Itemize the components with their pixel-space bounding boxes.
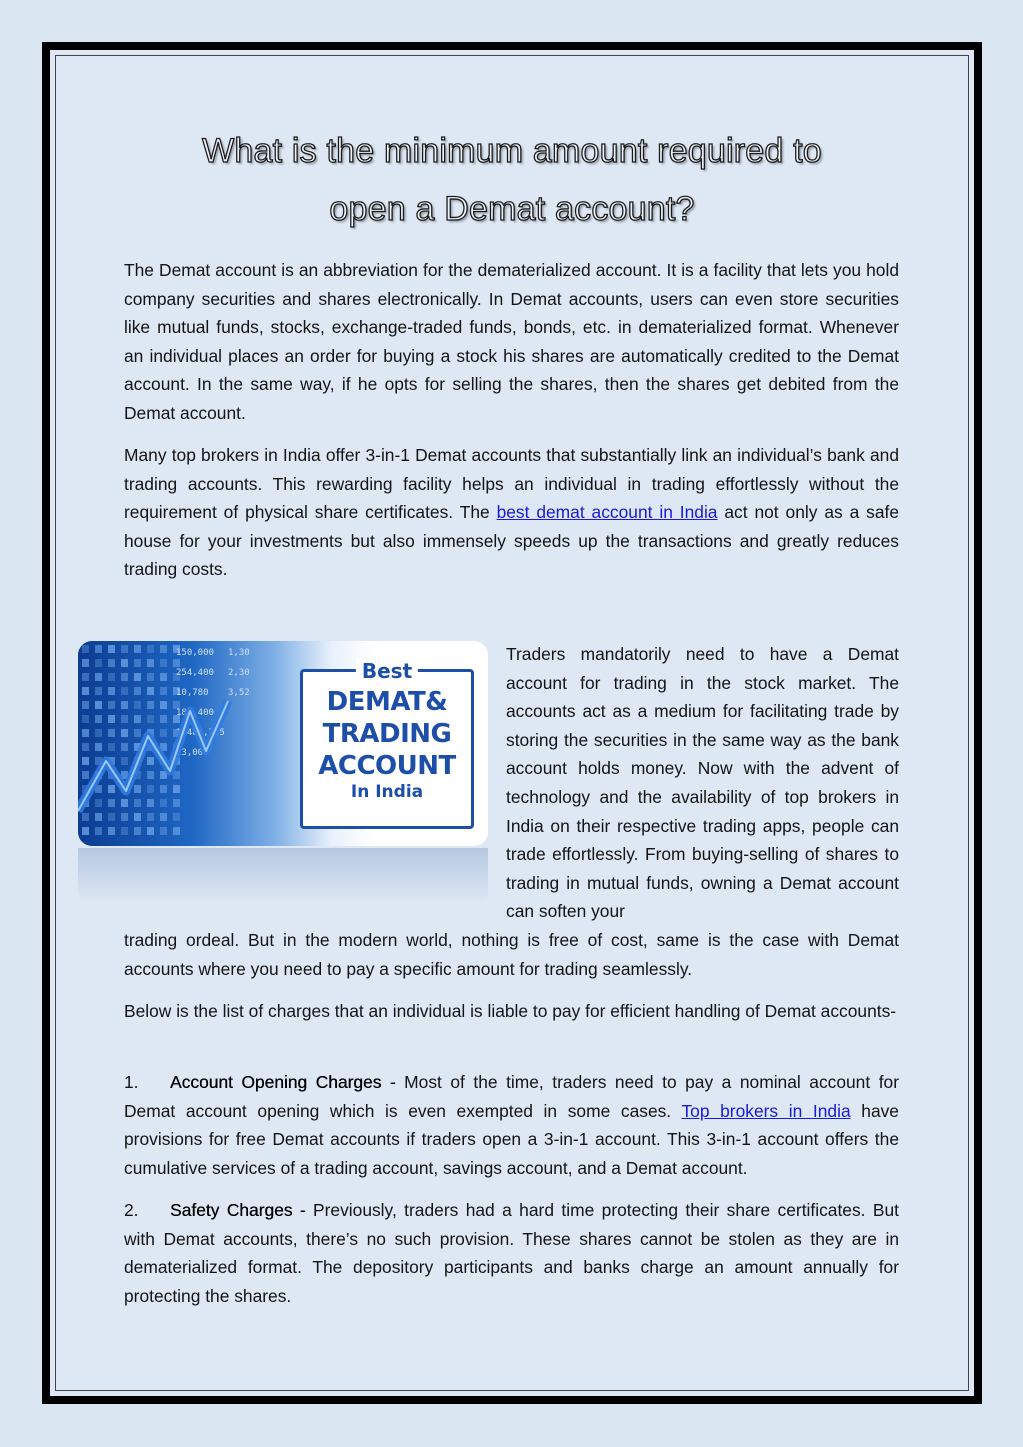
ticker-cell (108, 715, 115, 723)
ticker-cell (108, 673, 115, 681)
ticker-cell (121, 673, 128, 681)
ticker-cell (147, 673, 154, 681)
ticker-value: 10,780 (176, 688, 209, 698)
ticker-cell (95, 813, 102, 821)
ticker-cell (121, 701, 128, 709)
ticker-cell (173, 659, 180, 667)
ticker-cell (82, 827, 89, 835)
list-text: Previously, traders had a hard time protecting their share certificates. But with Demat accounts, there’s no such provision. These shares cannot be stolen as they are in dematerialized format. The depository participants and banks charge an amount annually for protecting the shares. (124, 1200, 899, 1306)
ticker-cell (160, 687, 167, 695)
ticker-cell (82, 687, 89, 695)
brokers-paragraph (124, 441, 899, 584)
ticker-cell (108, 743, 115, 751)
ticker-cell (108, 687, 115, 695)
ticker-cell (82, 645, 89, 653)
badge-best-label: Best (356, 659, 418, 683)
ticker-cell (160, 827, 167, 835)
ticker-cell (82, 743, 89, 751)
ticker-cell (82, 715, 89, 723)
ticker-cell (147, 827, 154, 835)
ticker-cell (147, 659, 154, 667)
ticker-cell (121, 813, 128, 821)
ticker-cell (82, 757, 89, 765)
ticker-cell (82, 659, 89, 667)
ticker-cell (134, 687, 141, 695)
demat-trading-banner-image (78, 641, 488, 846)
ticker-cell (95, 715, 102, 723)
list-text-before-link: Most of the time, traders need to pay a nominal account for Demat account opening which is even exempted in some cases. (124, 1072, 899, 1121)
ticker-cell (82, 701, 89, 709)
title-line-2: open a Demat account? (329, 190, 695, 228)
ticker-cell (147, 771, 154, 779)
ticker-cell (121, 743, 128, 751)
ticker-cell (95, 827, 102, 835)
ticker-cell (95, 659, 102, 667)
ticker-cell (147, 715, 154, 723)
ticker-cell (95, 673, 102, 681)
ticker-cell (147, 645, 154, 653)
ticker-cell (147, 757, 154, 765)
ticker-value: 1,483,765 (176, 728, 225, 738)
ticker-value: 23,000 (176, 748, 209, 758)
ticker-cell (173, 813, 180, 821)
ticker-cell (82, 673, 89, 681)
badge-line-1: DEMAT& (326, 687, 448, 717)
ticker-cell (160, 673, 167, 681)
ticker-cell (147, 799, 154, 807)
badge-line-4: In India (350, 782, 424, 802)
list-number: 1. (124, 1072, 139, 1092)
charges-intro-paragraph: Below is the list of charges that an individual is liable to pay for efficient handling of Demat accounts- (124, 1001, 897, 1021)
ticker-cell (134, 659, 141, 667)
ticker-cell (160, 813, 167, 821)
ticker-cell (160, 729, 167, 737)
ticker-cell (134, 645, 141, 653)
ticker-cell (121, 687, 128, 695)
ticker-cell (121, 827, 128, 835)
list-item (124, 1068, 899, 1182)
list-number: 2. (124, 1200, 139, 1220)
ticker-cell (108, 827, 115, 835)
ticker-value: 2,30 (228, 668, 250, 678)
ticker-cell (134, 785, 141, 793)
ticker-value: 3,52 (228, 688, 250, 698)
ticker-cell (160, 785, 167, 793)
ticker-cell (134, 715, 141, 723)
ticker-cell (95, 687, 102, 695)
best-demat-badge (300, 659, 474, 829)
banner-reflection (78, 848, 488, 904)
ticker-cell (173, 785, 180, 793)
list-text-after-link: have provisions for free Demat accounts if traders open a 3-in-1 account. This 3-in-1 account offers the cumulative services of a trading account, savings account, and a Demat account. (124, 1100, 899, 1178)
ticker-cell (121, 729, 128, 737)
ticker-cell (108, 729, 115, 737)
ticker-cell (160, 715, 167, 723)
ticker-cell (147, 701, 154, 709)
ticker-cell (147, 785, 154, 793)
ticker-cell (160, 799, 167, 807)
list-term: Account Opening Charges - (170, 1072, 396, 1092)
ticker-cell (108, 701, 115, 709)
badge-line-3: ACCOUNT (318, 751, 456, 781)
ticker-cell (95, 743, 102, 751)
ticker-cell (95, 729, 102, 737)
ticker-cell (121, 659, 128, 667)
ticker-cell (108, 645, 115, 653)
ticker-cell (121, 757, 128, 765)
ticker-cell (160, 701, 167, 709)
ticker-value: 254,400 (176, 668, 214, 678)
list-item (124, 1196, 899, 1310)
ticker-cell (147, 687, 154, 695)
traders-paragraph-continued: trading ordeal. But in the modern world, nothing is free of cost, same is the case with Demat accounts where you need to pay a specific amount for trading seamlessly. (124, 930, 899, 979)
ticker-value: 150,000 (176, 648, 214, 658)
ticker-cell (134, 729, 141, 737)
ticker-cell (134, 827, 141, 835)
ticker-cell (95, 701, 102, 709)
traders-paragraph-wrapped: Traders mandatorily need to have a Demat account for trading in the stock market. The accounts act as a medium for facilitating trade by storing the securities in the same way as the bank account holds money. Now with the advent of technology and the availability of top brokers in India on their respective trading apps, people can trade effortlessly. From buying-selling of shares to trading in mutual funds, owning a Demat account can soften your (506, 644, 899, 922)
ticker-cell (95, 799, 102, 807)
ticker-cell (121, 645, 128, 653)
ticker-cell (147, 813, 154, 821)
ticker-cell (134, 701, 141, 709)
top-brokers-link[interactable]: Top brokers in India (681, 1100, 851, 1121)
ticker-cell (173, 799, 180, 807)
badge-line-2: TRADING (322, 719, 452, 749)
ticker-cell (108, 785, 115, 793)
best-demat-account-link[interactable]: best demat account in India (496, 502, 718, 523)
ticker-value: 184,400 (176, 708, 214, 718)
ticker-value: 1,30 (228, 648, 250, 658)
ticker-cell (160, 659, 167, 667)
ticker-cell (173, 827, 180, 835)
list-term: Safety Charges - (170, 1200, 306, 1220)
intro-paragraph: The Demat account is an abbreviation for the dematerialized account. It is a facility that lets you hold company securities and shares electronically. In Demat accounts, users can even store securities like mutual funds, stocks, exchange-traded funds, bonds, etc. in dematerialized format. Whenever an individual places an order for buying a stock his shares are automatically credited to the Demat account. In the same way, if he opts for selling the shares, then the shares get debited from the Demat account. (124, 260, 899, 423)
ticker-cell (82, 771, 89, 779)
ticker-cell (108, 659, 115, 667)
brokers-text-after: act not only as a safe house for your investments but also immensely speeds up the transactions and greatly reduces trading costs. (124, 502, 900, 580)
ticker-cell (121, 715, 128, 723)
ticker-cell (134, 799, 141, 807)
ticker-cell (82, 729, 89, 737)
ticker-cell (108, 799, 115, 807)
ticker-cell (108, 813, 115, 821)
title-line-1: What is the minimum amount required to (202, 132, 822, 170)
ticker-cell (95, 645, 102, 653)
ticker-cell (82, 813, 89, 821)
ticker-cell (121, 799, 128, 807)
ticker-grid-dots (82, 645, 180, 835)
page-title (120, 122, 904, 238)
brokers-text-before: Many top brokers in India offer 3-in-1 Demat accounts that substantially link an individual’s bank and trading accounts. This rewarding facility helps an individual in trading effortlessly without the requirement of physical share certificates. The (124, 445, 899, 523)
ticker-cell (134, 673, 141, 681)
ticker-cell (134, 813, 141, 821)
ticker-cell (160, 645, 167, 653)
